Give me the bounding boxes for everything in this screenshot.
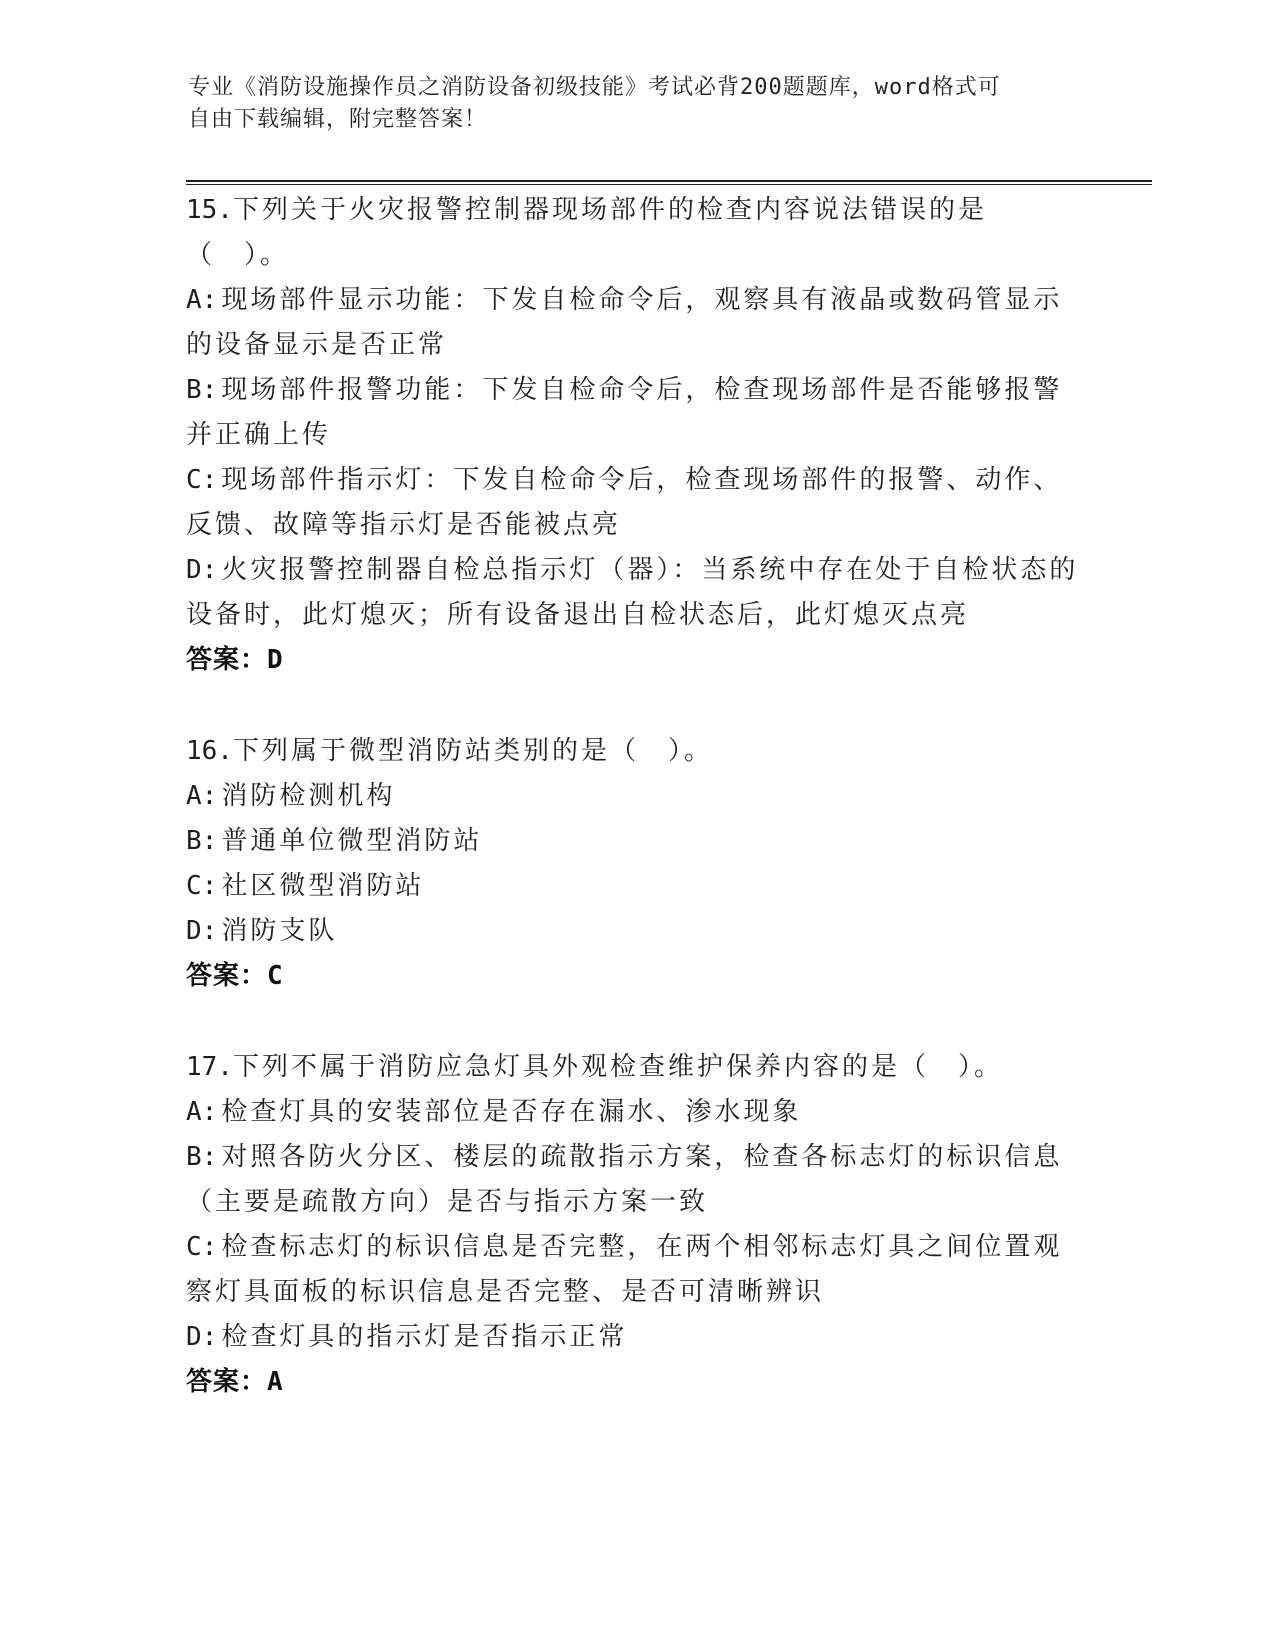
- option-letter: B:: [186, 826, 218, 856]
- answer-line: 答案：C: [186, 961, 284, 991]
- question-list: [186, 188, 1086, 1451]
- option-c: [186, 458, 1086, 548]
- option-c: [186, 864, 1086, 909]
- option-a: [186, 278, 1086, 368]
- question-text: 下列关于火灾报警控制器现场部件的检查内容说法错误的是（ ）。: [186, 195, 987, 270]
- question-stem: [186, 729, 1086, 774]
- option-a: [186, 774, 1086, 819]
- header-divider-thick: [186, 180, 1152, 182]
- option-text: 现场部件报警功能：下发自检命令后，检查现场部件是否能够报警并正确上传: [186, 375, 1063, 450]
- option-text: 检查灯具的指示灯是否指示正常: [221, 1322, 628, 1352]
- option-text: 消防支队: [221, 916, 338, 946]
- question-text: 下列不属于消防应急灯具外观检查维护保养内容的是（ ）。: [232, 1052, 1003, 1082]
- option-b: [186, 368, 1086, 458]
- option-letter: B:: [186, 375, 218, 405]
- document-header: [188, 72, 1088, 136]
- header-divider-thin: [186, 184, 1152, 185]
- option-a: [186, 1090, 1086, 1135]
- option-text: 火灾报警控制器自检总指示灯（器）：当系统中存在处于自检状态的设备时，此灯熄灭；所有设备退出自检状态后，此灯熄灭点亮: [186, 555, 1079, 630]
- option-letter: C:: [186, 465, 218, 495]
- option-letter: A:: [186, 781, 218, 811]
- option-text: 消防检测机构: [221, 781, 396, 811]
- header-line-2: 自由下载编辑，附完整答案！: [188, 107, 488, 132]
- question-stem: [186, 1045, 1086, 1090]
- question-17: [186, 1045, 1086, 1405]
- option-letter: A:: [186, 1097, 218, 1127]
- question-15: [186, 188, 1086, 683]
- option-d: [186, 548, 1086, 638]
- option-letter: D:: [186, 1322, 218, 1352]
- question-text: 下列属于微型消防站类别的是（ ）。: [232, 736, 713, 766]
- answer-line: 答案：A: [186, 1367, 284, 1397]
- option-text: 现场部件指示灯：下发自检命令后，检查现场部件的报警、动作、反馈、故障等指示灯是否能被点亮: [186, 465, 1063, 540]
- option-b: [186, 819, 1086, 864]
- question-number: 17.: [186, 1052, 233, 1082]
- answer-line: 答案：D: [186, 645, 284, 675]
- option-text: 检查标志灯的标识信息是否完整，在两个相邻标志灯具之间位置观察灯具面板的标识信息是否完整、是否可清晰辨识: [186, 1232, 1063, 1307]
- option-letter: A:: [186, 285, 218, 315]
- option-text: 检查灯具的安装部位是否存在漏水、渗水现象: [221, 1097, 802, 1127]
- question-16: [186, 729, 1086, 999]
- option-b: [186, 1135, 1086, 1225]
- option-text: 对照各防火分区、楼层的疏散指示方案，检查各标志灯的标识信息（主要是疏散方向）是否与指示方案一致: [186, 1142, 1063, 1217]
- header-line-1: 专业《消防设施操作员之消防设备初级技能》考试必背200题题库，word格式可: [188, 75, 1001, 100]
- option-text: 社区微型消防站: [221, 871, 425, 901]
- option-d: [186, 909, 1086, 954]
- option-text: 现场部件显示功能：下发自检命令后，观察具有液晶或数码管显示的设备显示是否正常: [186, 285, 1063, 360]
- question-number: 15.: [186, 195, 233, 225]
- option-letter: B:: [186, 1142, 218, 1172]
- question-number: 16.: [186, 736, 233, 766]
- option-d: [186, 1315, 1086, 1360]
- option-letter: C:: [186, 1232, 218, 1262]
- option-text: 普通单位微型消防站: [221, 826, 483, 856]
- option-c: [186, 1225, 1086, 1315]
- option-letter: C:: [186, 871, 218, 901]
- option-letter: D:: [186, 555, 218, 585]
- question-stem: [186, 188, 1086, 278]
- option-letter: D:: [186, 916, 218, 946]
